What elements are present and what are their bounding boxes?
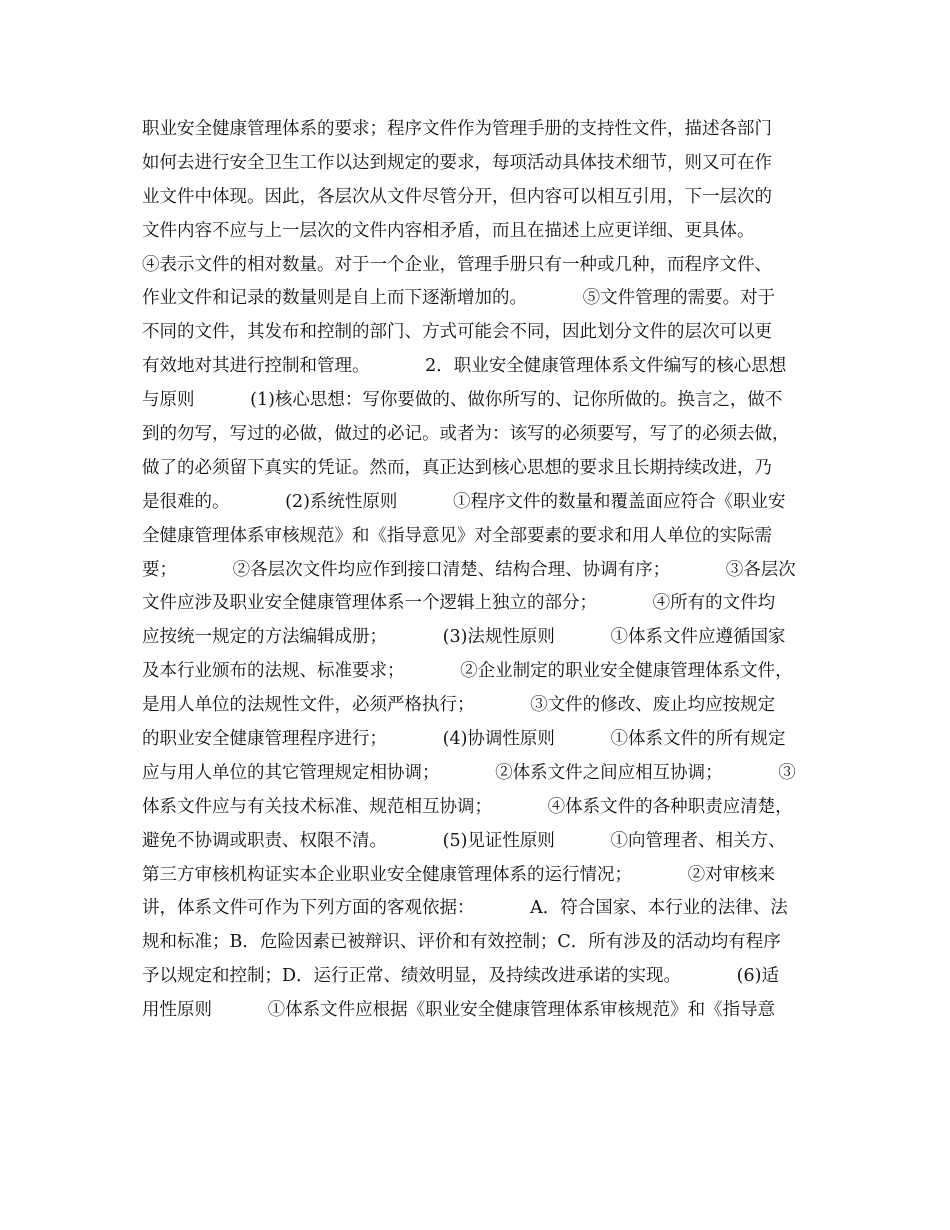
text-line: 用性原则 ①体系文件应根据《职业安全健康管理体系审核规范》和《指导意: [142, 1000, 776, 1021]
text-line: 及本行业颁布的法规、标准要求； ②企业制定的职业安全健康管理体系文件，: [142, 661, 793, 682]
text-line: 业文件中体现。因此，各层次从文件尽管分开，但内容可以相互引用，下一层次的: [142, 186, 772, 207]
text-line: 做了的必须留下真实的凭证。然而，真正达到核心思想的要求且长期持续改进，乃: [142, 457, 772, 478]
text-line: 如何去进行安全卫生工作以达到规定的要求，每项活动具体技术细节，则又可在作: [142, 152, 772, 173]
text-line: 职业安全健康管理体系的要求；程序文件作为管理手册的支持性文件，描述各部门: [142, 119, 772, 139]
text-line: 避免不协调或职责、权限不清。 (5)见证性原则 ①向管理者、相关方、: [142, 830, 786, 851]
text-line: 应按统一规定的方法编辑成册； (3)法规性原则 ①体系文件应遵循国家: [142, 627, 786, 648]
text-line: 全健康管理体系审核规范》和《指导意见》对全部要素的要求和用人单位的实际需: [142, 525, 772, 546]
text-line: ④表示文件的相对数量。对于一个企业，管理手册只有一种或几种，而程序文件、: [142, 254, 772, 275]
text-line: 到的勿写，写过的必做，做过的必记。或者为：该写的必须要写，写了的必须去做，: [142, 424, 790, 445]
text-line: 要； ②各层次文件均应作到接口清楚、结构合理、协调有序； ③各层次: [142, 559, 796, 580]
text-line: 规和标准；B．危险因素已被辩识、评价和有效控制；C．所有涉及的活动均有程序: [142, 932, 781, 953]
text-line: 体系文件应与有关技术标准、规范相互协调； ④体系文件的各种职责应清楚，: [142, 796, 793, 817]
text-line: 文件应涉及职业安全健康管理体系一个逻辑上独立的部分； ④所有的文件均: [142, 593, 776, 614]
text-line: 第三方审核机构证实本企业职业安全健康管理体系的运行情况； ②对审核来: [142, 864, 776, 885]
text-line: 与原则 (1)核心思想：写你要做的、做你所写的、记你所做的。换言之，做不: [142, 390, 783, 411]
text-line: 讲，体系文件可作为下列方面的客观依据： A．符合国家、本行业的法律、法: [142, 898, 788, 919]
text-line: 作业文件和记录的数量则是自上而下逐渐增加的。 ⑤文件管理的需要。对于: [142, 288, 776, 309]
text-line: 有效地对其进行控制和管理。 2．职业安全健康管理体系文件编写的核心思想: [142, 356, 787, 377]
text-line: 是很难的。 (2)系统性原则 ①程序文件的数量和覆盖面应符合《职业安: [142, 491, 786, 512]
text-line: 应与用人单位的其它管理规定相协调； ②体系文件之间应相互协调； ③: [142, 762, 796, 783]
text-line: 予以规定和控制；D．运行正常、绩效明显，及持续改进承诺的实现。 (6)适: [142, 966, 779, 987]
text-line: 是用人单位的法规性文件，必须严格执行； ③文件的修改、废止均应按规定: [142, 695, 776, 716]
text-line: 文件内容不应与上一层次的文件内容相矛盾，而且在描述上应更详细、更具体。: [142, 220, 755, 241]
text-line: 的职业安全健康管理程序进行； (4)协调性原则 ①体系文件的所有规定: [142, 729, 786, 750]
text-line: 不同的文件，其发布和控制的部门、方式可能会不同，因此划分文件的层次可以更: [142, 322, 772, 343]
body-text: [142, 113, 818, 1028]
